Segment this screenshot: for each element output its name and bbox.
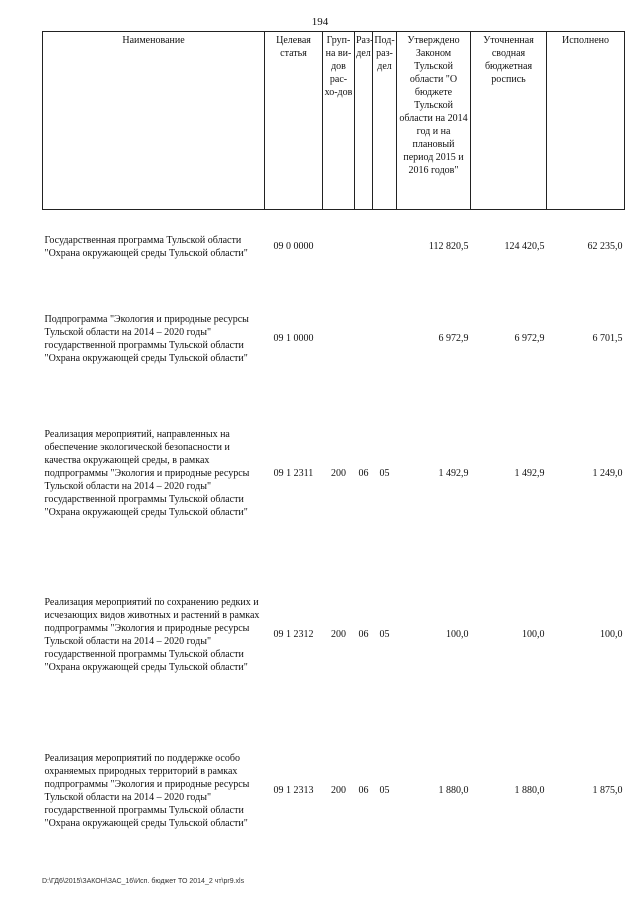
row-target: 09 1 2311 bbox=[273, 468, 314, 479]
row-group: 200 bbox=[331, 785, 346, 796]
header-target: Целевая статья bbox=[265, 32, 323, 210]
row-refined: 1 880,0 bbox=[514, 785, 545, 796]
row-group: 200 bbox=[331, 468, 346, 479]
row-approved: 6 972,9 bbox=[438, 333, 469, 344]
header-refined: Уточненная сводная бюджетная роспись bbox=[471, 32, 547, 210]
budget-table bbox=[42, 31, 625, 866]
row-name: Реализация мероприятий по поддержке особо охраняемых природных территорий в рамках подпрограммы "Экология и природные ресурсы Тульской области на 2014 – 2020 годы" государственной программы Тульской области "Охрана окружающей среды Тульской области" bbox=[44, 752, 250, 829]
row-group bbox=[323, 284, 355, 394]
row-target: 09 1 2313 bbox=[273, 785, 314, 796]
row-executed: 1 249,0 bbox=[592, 468, 623, 479]
table-row bbox=[43, 394, 625, 554]
page-number: 194 bbox=[311, 16, 329, 28]
row-approved: 100,0 bbox=[446, 629, 469, 640]
row-refined: 6 972,9 bbox=[514, 333, 545, 344]
row-section: 06 bbox=[358, 629, 369, 640]
row-name: Государственная программа Тульской области "Охрана окружающей среды Тульской области" bbox=[44, 234, 248, 259]
row-section bbox=[355, 284, 373, 394]
row-executed: 62 235,0 bbox=[587, 241, 623, 253]
row-subsection: 05 bbox=[379, 785, 390, 796]
row-name: Подпрограмма "Экология и природные ресурсы Тульской области на 2014 – 2020 годы" государственной программы Тульской области "Охрана окружающей среды Тульской области" bbox=[44, 313, 249, 364]
row-section: 06 bbox=[358, 468, 369, 479]
table-header-row bbox=[43, 32, 625, 210]
file-path-footer: D:\ГД6\2015\ЗАКОН\ЗАС_16\Исп. бюджет ТО 2014_2 чт\pr9.xls bbox=[42, 878, 245, 885]
header-section: Раз-дел bbox=[355, 32, 373, 210]
row-refined: 100,0 bbox=[522, 629, 545, 640]
table-row bbox=[43, 554, 625, 716]
table-row bbox=[43, 716, 625, 866]
row-group bbox=[323, 210, 355, 284]
row-subsection: 05 bbox=[379, 468, 390, 479]
row-approved: 1 492,9 bbox=[438, 468, 469, 479]
header-subsection: Под-раз-дел bbox=[373, 32, 397, 210]
row-executed: 6 701,5 bbox=[592, 333, 623, 344]
header-group: Груп-на ви-дов рас-хо-дов bbox=[323, 32, 355, 210]
row-approved: 1 880,0 bbox=[438, 785, 469, 796]
row-target: 09 1 0000 bbox=[273, 333, 314, 344]
row-subsection bbox=[373, 284, 397, 394]
row-subsection: 05 bbox=[379, 629, 390, 640]
header-name: Наименование bbox=[43, 32, 265, 210]
row-group: 200 bbox=[331, 629, 346, 640]
header-approved: Утверждено Законом Тульской области "О бюджете Тульской области на 2014 год и на плановый период 2015 и 2016 годов" bbox=[397, 32, 471, 210]
row-section: 06 bbox=[358, 785, 369, 796]
row-refined: 124 420,5 bbox=[504, 241, 545, 253]
row-name: Реализация мероприятий, направленных на обеспечение экологической безопасности и качества окружающей среды, в рамках подпрограммы "Экология и природные ресурсы Тульской области на 2014 – 2020 годы" государственной программы Тульской области "Охрана окружающей среды Тульской области" bbox=[44, 429, 250, 518]
row-subsection bbox=[373, 210, 397, 284]
row-approved: 112 820,5 bbox=[428, 241, 469, 253]
row-executed: 100,0 bbox=[600, 629, 623, 640]
table-row bbox=[43, 284, 625, 394]
header-executed: Исполнено bbox=[547, 32, 625, 210]
row-executed: 1 875,0 bbox=[592, 785, 623, 796]
row-target: 09 1 2312 bbox=[273, 629, 314, 640]
row-section bbox=[355, 210, 373, 284]
row-name: Реализация мероприятий по сохранению редких и исчезающих видов животных и растений в рамках подпрограммы "Экология и природные ресурсы Тульской области на 2014 – 2020 годы" государственной программы Тульской области "Охрана окружающей среды Тульской области" bbox=[44, 596, 260, 673]
table-row bbox=[43, 210, 625, 284]
row-target: 09 0 0000 bbox=[273, 241, 314, 253]
row-refined: 1 492,9 bbox=[514, 468, 545, 479]
